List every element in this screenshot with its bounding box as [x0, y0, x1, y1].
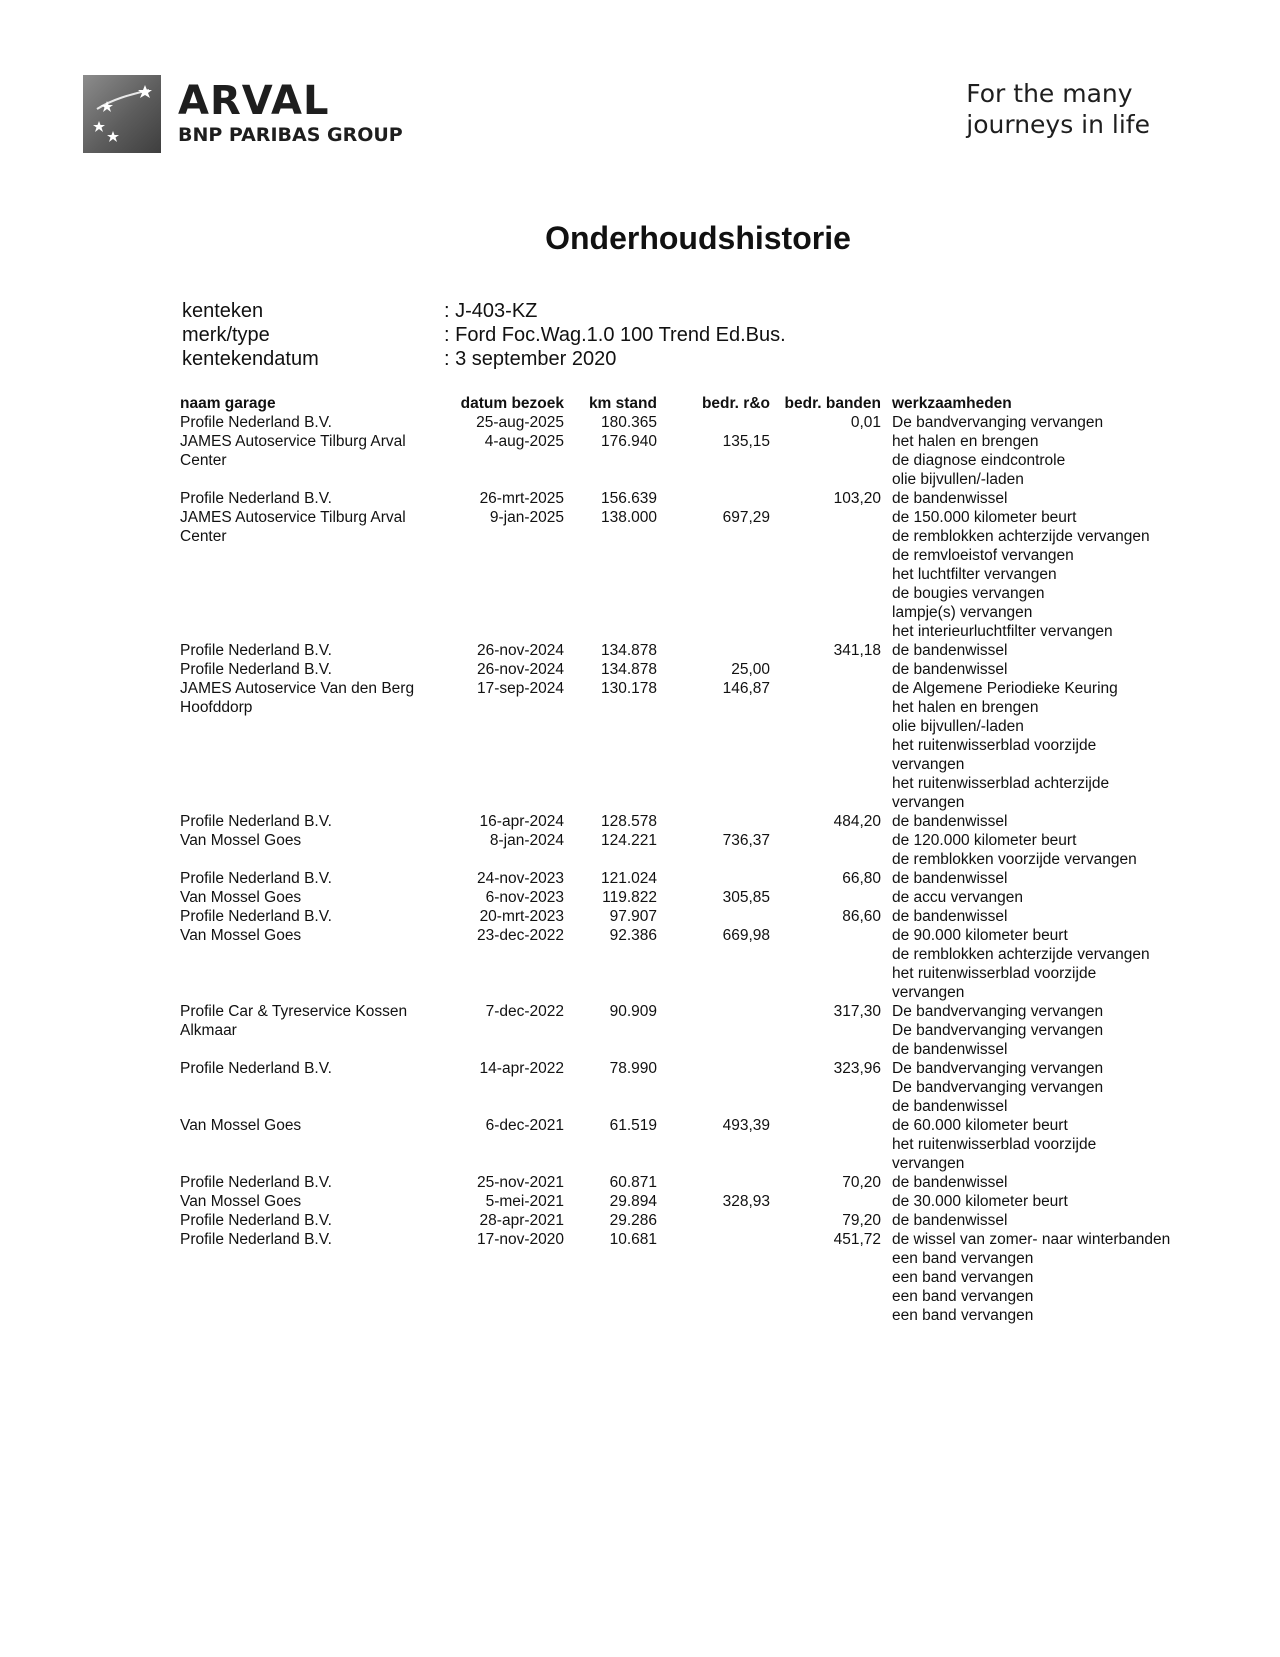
header-garage: naam garage	[180, 395, 276, 412]
table-row	[180, 831, 1212, 869]
date-cell: 8-jan-2024	[489, 832, 564, 849]
work-cell	[881, 869, 1212, 888]
work-item: de diagnose eindcontrole	[892, 452, 1066, 469]
work-item: vervangen	[892, 1155, 965, 1172]
work-item: de 30.000 kilometer beurt	[892, 1193, 1068, 1210]
work-item: de bandenwissel	[892, 1212, 1008, 1229]
date-cell: 26-nov-2024	[476, 661, 564, 678]
work-item: De bandvervanging vervangen	[892, 1060, 1104, 1077]
km-cell: 121.024	[600, 870, 657, 887]
km-cell: 128.578	[600, 813, 657, 830]
km-cell: 156.639	[600, 490, 657, 507]
brand	[178, 80, 403, 146]
work-item: de remblokken achterzijde vervangen	[892, 946, 1150, 963]
band-amount-cell	[770, 660, 881, 679]
table-row	[180, 926, 1212, 1002]
band-amount-cell	[770, 831, 881, 869]
table-row	[180, 1192, 1212, 1211]
date-cell: 5-mei-2021	[485, 1193, 564, 1210]
km-cell: 29.894	[609, 1193, 657, 1210]
work-item: de bandenwissel	[892, 1041, 1008, 1058]
work-cell	[881, 1116, 1212, 1173]
work-item: olie bijvullen/-laden	[892, 718, 1024, 735]
date-cell: 6-nov-2023	[485, 889, 564, 906]
work-cell	[881, 1230, 1212, 1325]
work-item: de 120.000 kilometer beurt	[892, 832, 1077, 849]
band-amount-cell	[770, 888, 881, 907]
datum-label: kentekendatum	[182, 348, 319, 370]
table-row	[180, 679, 1212, 812]
table-header-row	[180, 394, 1212, 413]
date-cell: 26-nov-2024	[476, 642, 564, 659]
band-amount-cell: 323,96	[833, 1060, 881, 1077]
date-cell: 17-sep-2024	[476, 680, 564, 697]
km-cell: 176.940	[600, 433, 657, 450]
date-cell: 7-dec-2022	[485, 1003, 564, 1020]
date-cell: 26-mrt-2025	[479, 490, 564, 507]
work-cell	[881, 413, 1212, 432]
garage-cell: Profile Nederland B.V.	[180, 1060, 332, 1077]
km-cell: 60.871	[609, 1174, 657, 1191]
date-cell: 25-aug-2025	[476, 414, 564, 431]
work-item: een band vervangen	[892, 1288, 1034, 1305]
work-cell	[881, 1173, 1212, 1192]
work-item: de 150.000 kilometer beurt	[892, 509, 1077, 526]
date-cell: 4-aug-2025	[484, 433, 564, 450]
garage-cell: Profile Nederland B.V.	[180, 414, 332, 431]
band-amount-cell: 70,20	[842, 1174, 881, 1191]
work-cell	[881, 1002, 1212, 1059]
kenteken-value: : J-403-KZ	[444, 299, 537, 323]
work-item: het ruitenwisserblad voorzijde	[892, 1136, 1097, 1153]
band-amount-cell: 317,30	[833, 1003, 881, 1020]
brand-name: ARVAL	[178, 78, 330, 124]
date-cell: 24-nov-2023	[476, 870, 564, 887]
work-cell	[881, 1211, 1212, 1230]
date-cell: 25-nov-2021	[476, 1174, 564, 1191]
km-cell: 97.907	[609, 908, 657, 925]
work-item: lampje(s) vervangen	[892, 604, 1033, 621]
work-item: de accu vervangen	[892, 889, 1023, 906]
date-cell: 23-dec-2022	[476, 927, 564, 944]
work-item: een band vervangen	[892, 1250, 1034, 1267]
ro-amount-cell	[657, 1059, 770, 1116]
work-item: de remvloeistof vervangen	[892, 547, 1074, 564]
date-cell: 20-mrt-2023	[479, 908, 564, 925]
km-cell: 61.519	[609, 1117, 657, 1134]
garage-cell: Van Mossel Goes	[180, 832, 302, 849]
ro-amount-cell: 736,37	[722, 832, 770, 849]
km-cell: 134.878	[600, 661, 657, 678]
band-amount-cell: 103,20	[833, 490, 881, 507]
table-row	[180, 888, 1212, 907]
table-body	[180, 413, 1212, 1325]
ro-amount-cell: 146,87	[722, 680, 770, 697]
work-item: olie bijvullen/-laden	[892, 471, 1024, 488]
km-cell: 78.990	[609, 1060, 657, 1077]
work-cell	[881, 1192, 1212, 1211]
garage-cell: Profile Nederland B.V.	[180, 661, 332, 678]
band-amount-cell	[770, 926, 881, 1002]
work-item: vervangen	[892, 984, 965, 1001]
garage-cell: Van Mossel Goes	[180, 1193, 302, 1210]
work-item: een band vervangen	[892, 1307, 1034, 1324]
header-work: werkzaamheden	[892, 395, 1012, 412]
work-item: het halen en brengen	[892, 433, 1039, 450]
bnp-stars-icon	[83, 75, 161, 153]
work-item: het luchtfilter vervangen	[892, 566, 1057, 583]
work-item: de bandenwissel	[892, 642, 1008, 659]
work-item: de bandenwissel	[892, 490, 1008, 507]
work-item: de bandenwissel	[892, 661, 1008, 678]
table-row	[180, 660, 1212, 679]
work-cell	[881, 641, 1212, 660]
work-item: de bougies vervangen	[892, 585, 1045, 602]
ro-amount-cell	[657, 812, 770, 831]
km-cell: 180.365	[600, 414, 657, 431]
date-cell: 6-dec-2021	[485, 1117, 564, 1134]
work-cell	[881, 926, 1212, 1002]
ro-amount-cell	[657, 869, 770, 888]
table-row	[180, 508, 1212, 641]
band-amount-cell: 484,20	[833, 813, 881, 830]
table-row	[180, 641, 1212, 660]
km-cell: 10.681	[609, 1231, 657, 1248]
ro-amount-cell	[657, 907, 770, 926]
band-amount-cell: 86,60	[842, 908, 881, 925]
work-item: vervangen	[892, 794, 965, 811]
date-cell: 17-nov-2020	[476, 1231, 564, 1248]
ro-amount-cell: 25,00	[731, 661, 770, 678]
ro-amount-cell	[657, 413, 770, 432]
work-item: de bandenwissel	[892, 813, 1008, 830]
km-cell: 134.878	[600, 642, 657, 659]
garage-cell: Profile Nederland B.V.	[180, 1231, 332, 1248]
work-item: de bandenwissel	[892, 1098, 1008, 1115]
datum-value: : 3 september 2020	[444, 347, 616, 371]
work-cell	[881, 432, 1212, 489]
garage-cell: Profile Nederland B.V.	[180, 908, 332, 925]
page-title: Onderhoudshistorie	[545, 220, 851, 256]
work-item: de remblokken achterzijde vervangen	[892, 528, 1150, 545]
km-cell: 124.221	[600, 832, 657, 849]
slogan-line: journeys in life	[966, 110, 1150, 139]
band-amount-cell: 341,18	[833, 642, 881, 659]
band-amount-cell: 66,80	[842, 870, 881, 887]
work-cell	[881, 831, 1212, 869]
km-cell: 138.000	[600, 509, 657, 526]
work-cell	[881, 508, 1212, 641]
table-row	[180, 907, 1212, 926]
garage-cell: Profile Nederland B.V.	[180, 642, 332, 659]
work-item: het ruitenwisserblad voorzijde	[892, 965, 1097, 982]
garage-cell: Van Mossel Goes	[180, 1117, 302, 1134]
work-item: het interieurluchtfilter vervangen	[892, 623, 1113, 640]
work-item: de remblokken voorzijde vervangen	[892, 851, 1137, 868]
work-item: het ruitenwisserblad voorzijde	[892, 737, 1097, 754]
ro-amount-cell	[657, 489, 770, 508]
ro-amount-cell: 669,98	[722, 927, 770, 944]
band-amount-cell	[770, 679, 881, 812]
km-cell: 130.178	[600, 680, 657, 697]
band-amount-cell	[770, 1116, 881, 1173]
date-cell: 9-jan-2025	[489, 509, 564, 526]
garage-cell: Van Mossel Goes	[180, 889, 302, 906]
band-amount-cell	[770, 432, 881, 489]
table-row	[180, 1059, 1212, 1116]
work-item: de bandenwissel	[892, 1174, 1008, 1191]
work-item: De bandvervanging vervangen	[892, 1022, 1104, 1039]
garage-cell: Profile Car & Tyreservice Kossen Alkmaar	[180, 1003, 408, 1039]
garage-cell: Van Mossel Goes	[180, 927, 302, 944]
work-item: de Algemene Periodieke Keuring	[892, 680, 1118, 697]
km-cell: 29.286	[609, 1212, 657, 1229]
kenteken-label: kenteken	[182, 300, 264, 322]
header-ro: bedr. r&o	[701, 395, 770, 412]
ro-amount-cell: 135,15	[722, 433, 770, 450]
band-amount-cell: 451,72	[833, 1231, 881, 1248]
ro-amount-cell: 328,93	[722, 1193, 770, 1210]
brand-group: BNP PARIBAS GROUP	[178, 124, 403, 146]
ro-amount-cell	[657, 1173, 770, 1192]
band-amount-cell: 0,01	[850, 414, 881, 431]
ro-amount-cell	[657, 1002, 770, 1059]
ro-amount-cell	[657, 1211, 770, 1230]
garage-cell: JAMES Autoservice Van den Berg Hoofddorp	[180, 680, 415, 716]
work-item: de bandenwissel	[892, 870, 1008, 887]
merk-value: : Ford Foc.Wag.1.0 100 Trend Ed.Bus.	[444, 323, 786, 347]
band-amount-cell	[770, 508, 881, 641]
table-row	[180, 413, 1212, 432]
garage-cell: JAMES Autoservice Tilburg Arval Center	[180, 509, 406, 545]
ro-amount-cell	[657, 641, 770, 660]
garage-cell: Profile Nederland B.V.	[180, 1174, 332, 1191]
date-cell: 16-apr-2024	[479, 813, 564, 830]
garage-cell: Profile Nederland B.V.	[180, 870, 332, 887]
merk-label: merk/type	[182, 324, 270, 346]
header-km: km stand	[588, 395, 657, 412]
work-item: de bandenwissel	[892, 908, 1008, 925]
work-item: De bandvervanging vervangen	[892, 1079, 1104, 1096]
work-cell	[881, 1059, 1212, 1116]
work-cell	[881, 888, 1212, 907]
band-amount-cell	[770, 1192, 881, 1211]
table-row	[180, 432, 1212, 489]
arval-logo	[83, 75, 161, 153]
maintenance-table	[180, 394, 1212, 1325]
ro-amount-cell	[657, 1230, 770, 1325]
ro-amount-cell: 697,29	[722, 509, 770, 526]
work-cell	[881, 812, 1212, 831]
header-band: bedr. banden	[784, 395, 881, 412]
work-item: het ruitenwisserblad achterzijde	[892, 775, 1110, 792]
table-row	[180, 1173, 1212, 1192]
table-row	[180, 1002, 1212, 1059]
garage-cell: Profile Nederland B.V.	[180, 813, 332, 830]
garage-cell: JAMES Autoservice Tilburg Arval Center	[180, 433, 406, 469]
work-item: de wissel van zomer- naar winterbanden	[892, 1231, 1171, 1248]
table-row	[180, 812, 1212, 831]
date-cell: 14-apr-2022	[479, 1060, 564, 1077]
table-row	[180, 1116, 1212, 1173]
work-item: vervangen	[892, 756, 965, 773]
slogan-line: For the many	[966, 79, 1133, 108]
ro-amount-cell: 493,39	[722, 1117, 770, 1134]
work-item: de 60.000 kilometer beurt	[892, 1117, 1068, 1134]
garage-cell: Profile Nederland B.V.	[180, 1212, 332, 1229]
work-cell	[881, 907, 1212, 926]
band-amount-cell: 79,20	[842, 1212, 881, 1229]
work-item: het halen en brengen	[892, 699, 1039, 716]
ro-amount-cell: 305,85	[722, 889, 770, 906]
header-date: datum bezoek	[460, 395, 564, 412]
work-cell	[881, 489, 1212, 508]
table-row	[180, 489, 1212, 508]
km-cell: 119.822	[602, 889, 657, 906]
km-cell: 90.909	[609, 1003, 657, 1020]
work-item: De bandvervanging vervangen	[892, 1003, 1104, 1020]
garage-cell: Profile Nederland B.V.	[180, 490, 332, 507]
work-cell	[881, 679, 1212, 812]
work-cell	[881, 660, 1212, 679]
table-row	[180, 1230, 1212, 1325]
slogan	[966, 78, 1150, 140]
table-row	[180, 869, 1212, 888]
km-cell: 92.386	[609, 927, 657, 944]
work-item: De bandvervanging vervangen	[892, 414, 1104, 431]
work-item: een band vervangen	[892, 1269, 1034, 1286]
work-item: de 90.000 kilometer beurt	[892, 927, 1068, 944]
table-row	[180, 1211, 1212, 1230]
date-cell: 28-apr-2021	[479, 1212, 564, 1229]
